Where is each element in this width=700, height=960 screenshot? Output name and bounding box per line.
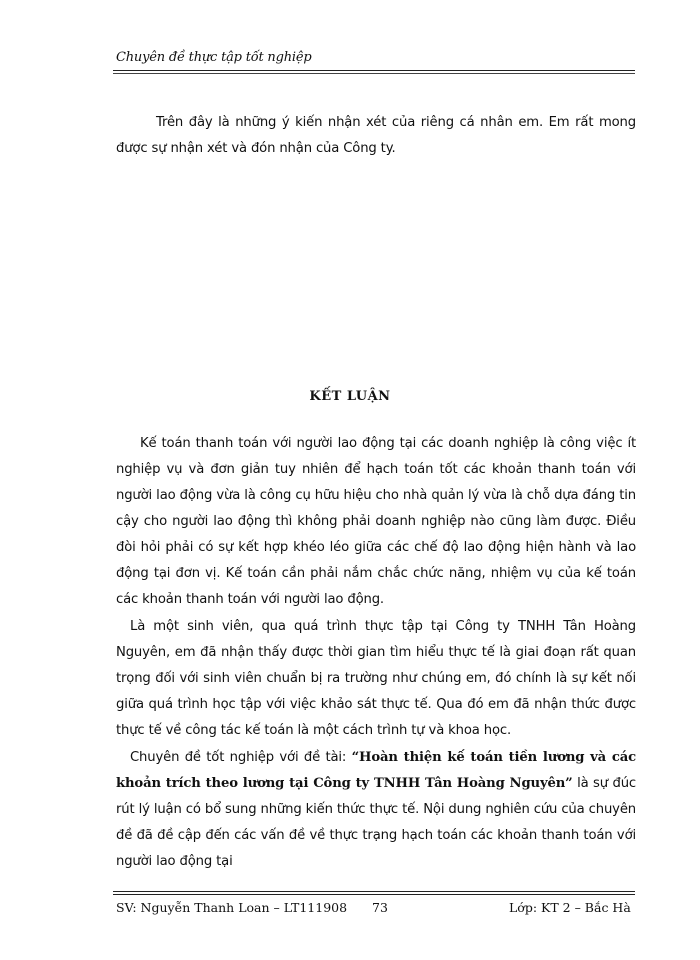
thesis-title: “Hoàn thiện kế toán tiền lương và các khoản trích theo lương tại Công ty TNHH Tân Hoàng Nguyên” [116, 750, 637, 791]
footer-page-number: 73 [372, 900, 388, 915]
intro-paragraph: Trên đây là những ý kiến nhận xét của riêng cá nhân em. Em rất mong được sự nhận xét và đón nhận của Công ty. [116, 115, 636, 156]
footer-student: SV: Nguyễn Thanh Loan – LT111908 [116, 900, 348, 915]
footer-class: Lớp: KT 2 – Bắc Hà [509, 900, 631, 915]
conclusion-paragraph-2: Là một sinh viên, qua quá trình thực tập tại Công ty TNHH Tân Hoàng Nguyên, em đã nhận thấy được thời gian tìm hiểu thực tế là giai đoạn rất quan trọng đối với sinh viên chuẩn bị ra trường như chúng em, đó chính là sự kết nối giữa quá trình học tập với việc khảo sát thực tế. Qua đó em đã nhận thức được thực tế về công tác kế toán là một cách trình tự và khoa học. [116, 619, 636, 738]
conclusion-paragraph-1: Kế toán thanh toán với người lao động tại các doanh nghiệp là công việc ít nghiệp vụ và đơn giản tuy nhiên để hạch toán tốt các khoản thanh toán với người lao động vừa là công cụ hữu hiệu cho nhà quản lý vừa là chỗ dựa đáng tin cậy cho người lao động thì không phải doanh nghiệp nào cũng làm được. Điều đòi hỏi phải có sự kết hợp khéo léo giữa các chế độ lao động hiện hành và lao động tại đơn vị. Kế toán cần phải nắm chắc chức năng, nhiệm vụ của kế toán các khoản thanh toán với người lao động. [116, 436, 636, 607]
running-header-title: Chuyên đề thực tập tốt nghiệp [116, 50, 312, 65]
conclusion-paragraph-3 [116, 745, 636, 875]
header-rule [113, 70, 635, 71]
header-rule-secondary [113, 73, 635, 74]
footer-rule-secondary [113, 894, 635, 895]
section-heading: KẾT LUẬN [309, 389, 391, 404]
paragraph-3-prefix: Chuyên đề tốt nghiệp với đề tài: [130, 750, 352, 765]
footer-rule [113, 891, 635, 892]
paragraph-3-suffix: là sự đúc rút lý luận có bổ sung những kiến thức thực tế. Nội dung nghiên cứu của chuyên đề đã đề cập đến các vấn đề về thực trạng hạch toán các khoản thanh toán với người lao động tại [116, 776, 636, 869]
